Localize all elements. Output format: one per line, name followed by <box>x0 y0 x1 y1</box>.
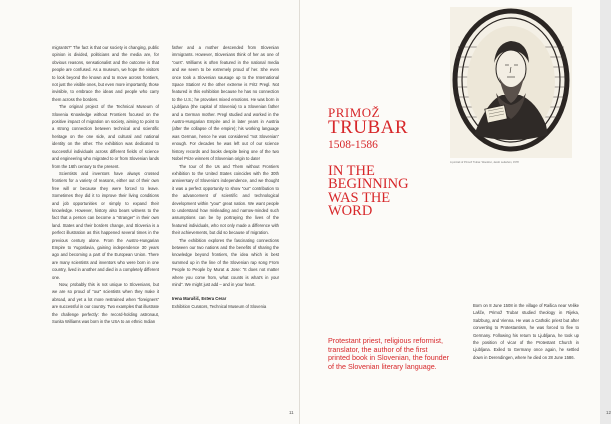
headline <box>328 165 458 219</box>
life-years: 1508-1586 <box>328 139 378 151</box>
text-column-1 <box>52 44 159 325</box>
headline-line: IN THE <box>328 163 375 179</box>
name-last: TRUBAR <box>328 117 409 138</box>
paragraph: father and a mother descended from Slovenian immigrants. However, Slovenians think of her as one of “ours”. Williams is often featured in the national media and we seem to be extremely proud of her. She even once took a Slovenian sausage up to the International Space Station! At the other extreme is Fritz Pregl. Not featured in this exhibition because he has no connection to the U.S.; he provokes mixed emotions. He was born in Ljubljana (the capital of Slovenia) to a Slovenian father and a German mother. Pregl studied and worked in the Austro-Hungarian Empire and in later years in Austria (after the collapse of the empire); his working language was German, hence he was considered “not Slovenian” enough. For decades he was left out of our science history records and books despite being one of the two Nobel Prize winners of Slovenian origin to date! <box>172 45 279 162</box>
biography-text: Born on 8 June 1508 in the village of Rašica near Velike Lašče, Primož Trubar studied theology in Rijeka, Salzburg, and Vienna. He was a Catholic priest but after converting to Protestantism, he was forced to flee to Germany. Following his return to Ljubljana, he took up the position of vicar of the Protestant Church in Ljubljana. Exiled to Germany once again, he settled down in Derendingen, where he died on 28 June 1586. <box>473 303 579 360</box>
paragraph: The original project of the Technical Museum of Slovenia Knowledge without Frontiers focused on the positive impact of migration on society, aiming to point to a strong connection between technical and scientific heritage on the one side, and cultural and national identity on the other. The exhibition was dedicated to successful individuals across different fields of science and engineering who migrated to or from Slovenian lands from the 16th century to the present. <box>52 104 159 169</box>
page-number-right: 12 <box>606 410 611 415</box>
signature <box>172 295 279 310</box>
text-column-2 <box>172 44 279 310</box>
signature-role: Exhibition Curators, Technical Museum of Slovenia <box>172 303 267 309</box>
headline-line: WORD <box>328 203 373 220</box>
summary-text: Protestant priest, religious reformist, translator, the author of the first printed book in Slovenian, the founder of the Slovenian literary language. <box>328 336 450 371</box>
title-block <box>328 106 458 219</box>
paragraph: The tour of the Us and Them without Frontiers exhibition to the United States coincides with the 30th anniversary of Slovenia’s independence, and we thought it was a perfect opportunity to show “our” contribution to the advancement of scientific and technological development within “your” great nation. We want people to understand how misleading and narrow-minded such assumptions can be by portraying the lives of the featured individuals, who not only made a difference with their achievements, but did so because of migration. <box>172 163 279 236</box>
name-first: PRIMOŽ <box>328 105 381 120</box>
page-number-left: 11 <box>289 410 294 415</box>
paragraph: migrants?” The fact is that our society is changing, public opinion is divided, politicians and the media are, for obvious reasons, sensationalist and the outcome is that people are confused. As a museum, we hope the visitors to look beyond the known and to move across frontiers, not just the visible ones, but even more importantly, those invisible, to embrace the ideas and people who carry them across the borders. <box>52 45 159 102</box>
paragraph: Scientists and inventors have always crossed frontiers for a variety of reasons, either out of their own free will or because they were forced to leave. Sometimes they did it to improve their living conditions and job opportunities or simply to expand their knowledge. However, history also bears witness to the fact that a person can become a “stranger” in their own land. States and their borders change, and Slovenia is a perfect illustration as this happened several times in the previous century alone. From the Austro-Hungarian Empire to Yugoslavia, gaining independence 30 years ago and becoming a part of the European Union. There are many scientists and inventors who were born in one country, lived in another and died in a completely different one. <box>52 170 159 280</box>
paragraph: Now, probably this is not unique to Slovenians, but we are so proud of “our” scientists when they make it abroad, and yet a lot more restrained when “foreigners” are successful in our country. Two examples that illustrate the challenge perfectly: the record-holding astronaut, Sunita Williams was born in the USA to an ethnic Indian <box>52 282 159 325</box>
headline-line: BEGINNING <box>328 176 409 193</box>
paragraph: The exhibition explores the fascinating connections between our two nations and the benefits of sharing the knowledge beyond frontiers, the idea which is best summed up in the line of the Slovenian rap song From People to People by Murat & Jose: “It does not matter where you come from, what counts is what’s in your mind”. We might just add – and in your heart. <box>172 237 279 287</box>
headline-line: WAS THE <box>328 189 391 206</box>
woodcut-portrait <box>450 7 572 158</box>
right-page <box>300 0 611 424</box>
portrait-caption: A portrait of Primož Trubar. Woodcut, Jacob Lederlein, 1578 <box>450 161 519 164</box>
left-page <box>0 0 300 424</box>
signature-names: Irena Marušič, Estera Cerar <box>172 296 227 302</box>
